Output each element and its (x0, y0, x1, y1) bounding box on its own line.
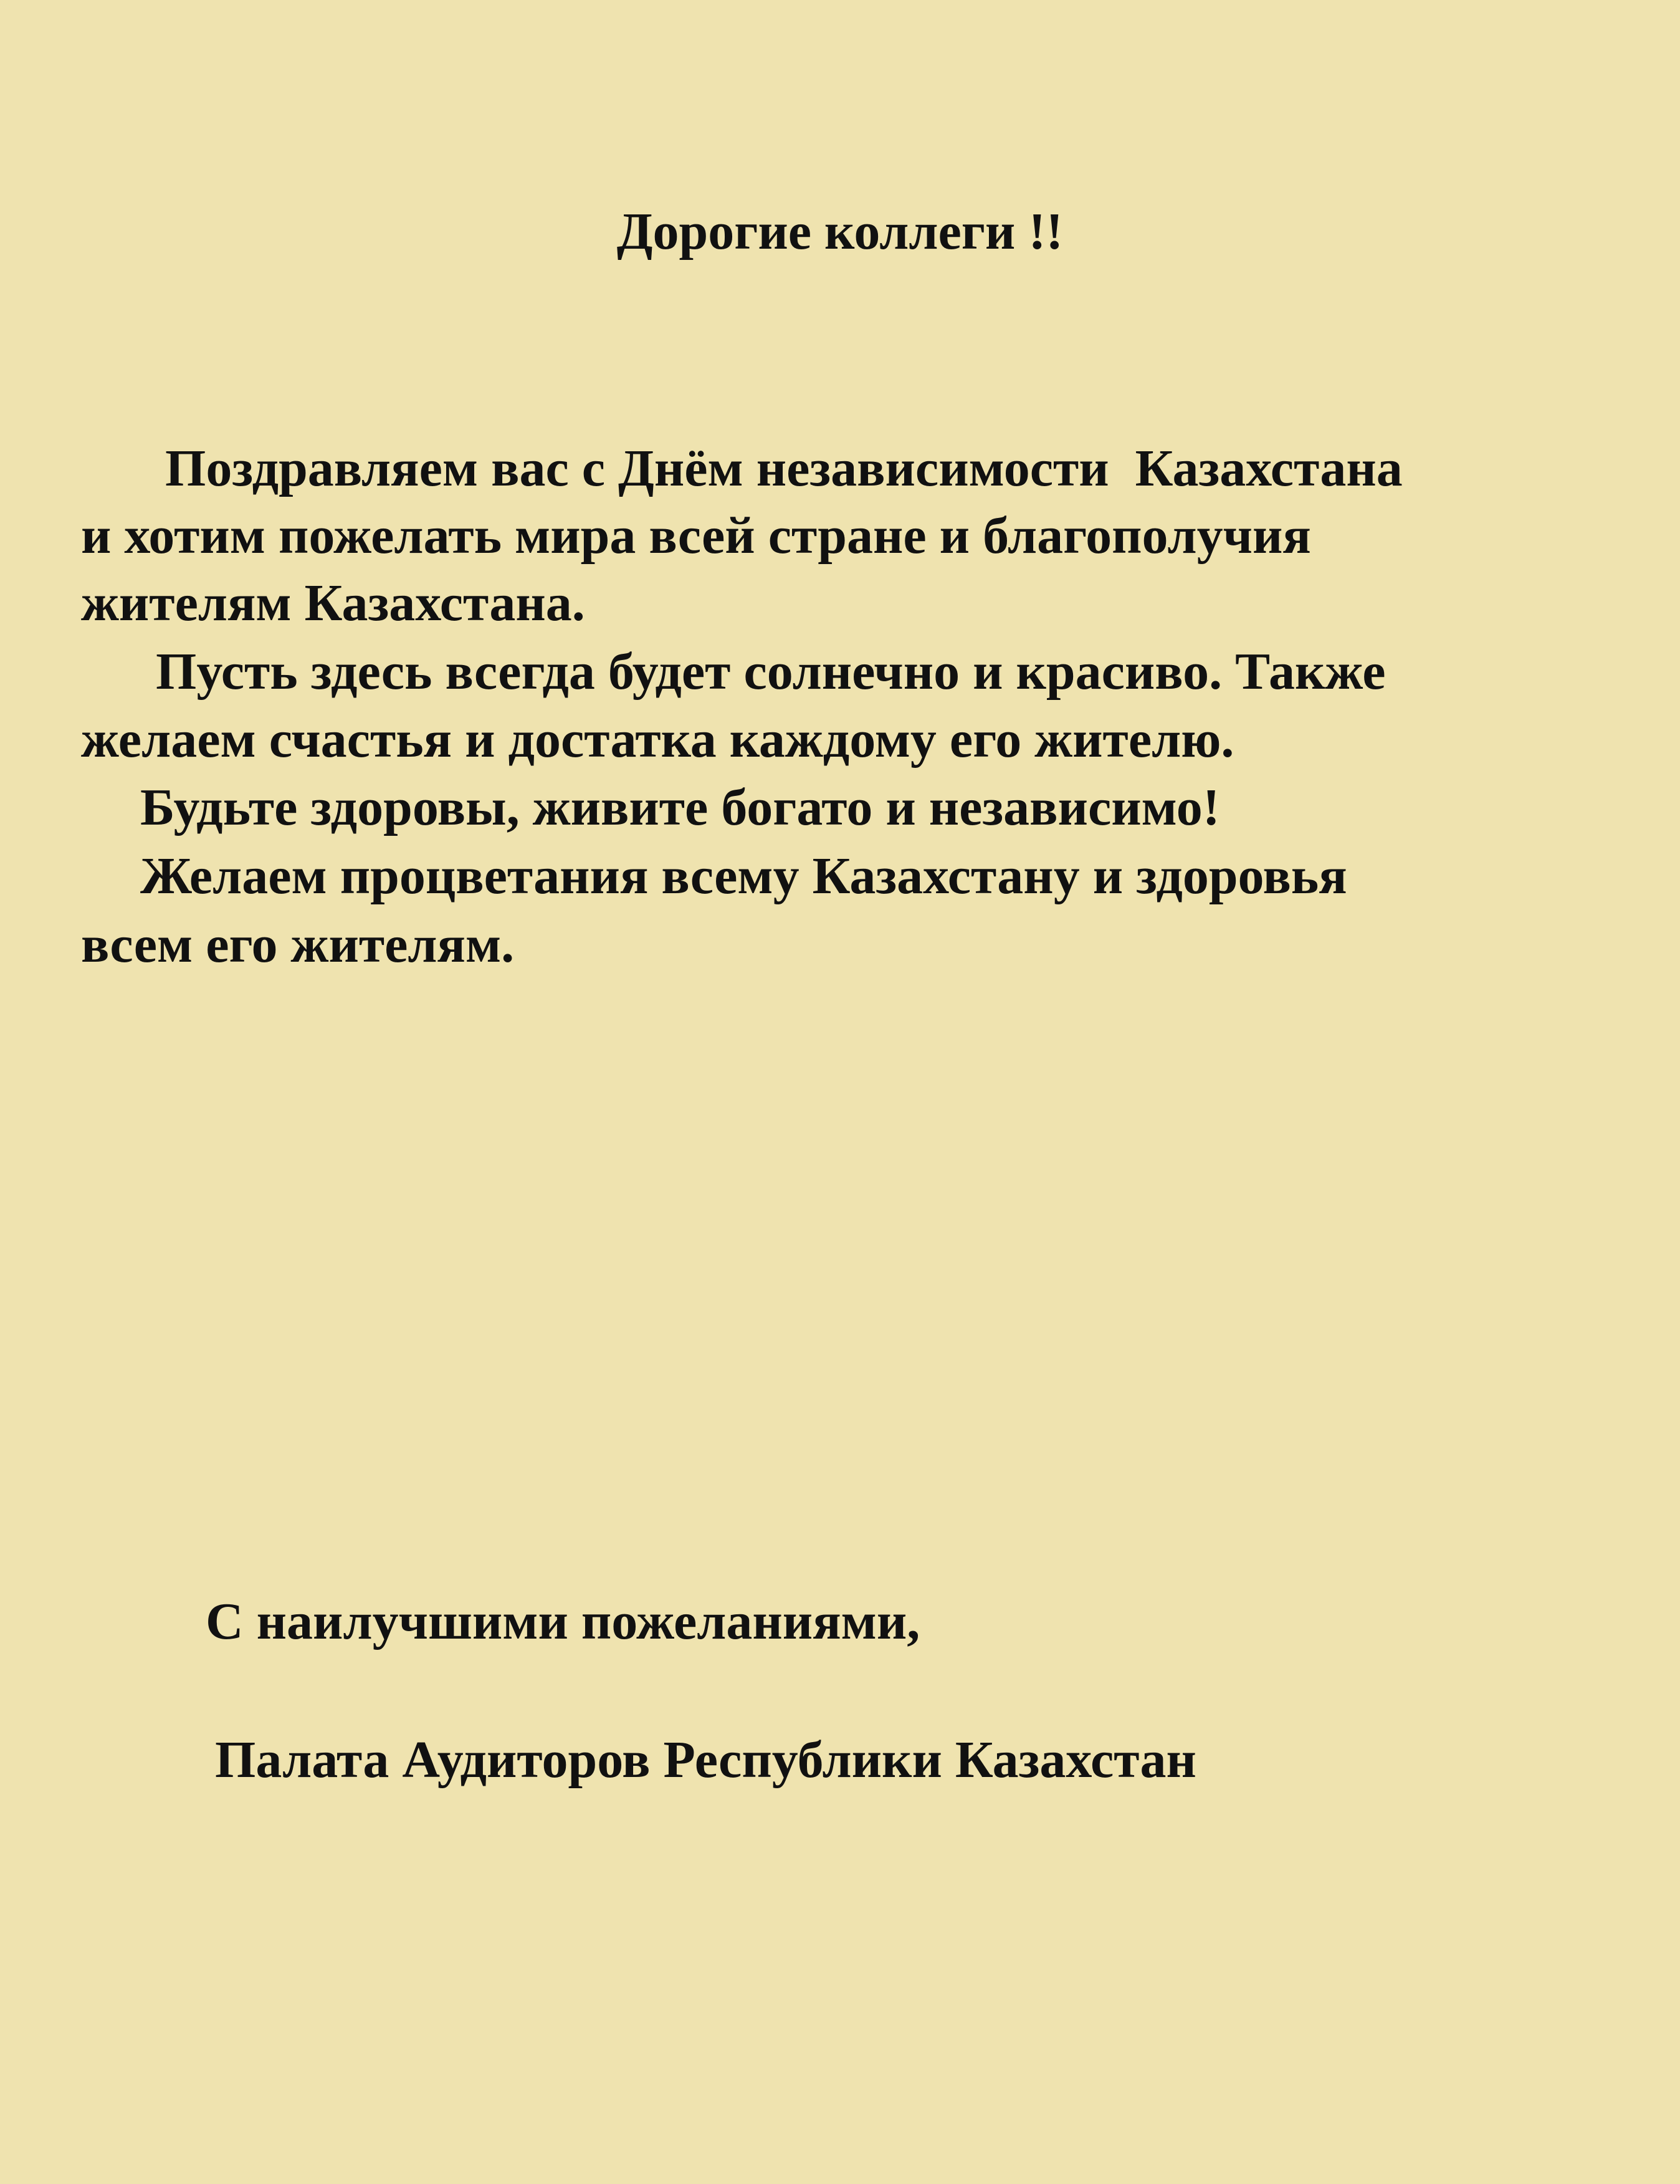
letter-greeting: Дорогие коллеги !! (616, 203, 1064, 261)
body-line-2: и хотим пожелать мира всей стране и благополучия (81, 507, 1311, 565)
body-line-6: Будьте здоровы, живите богато и независимо! (140, 778, 1220, 836)
body-line-1: Поздравляем вас с Днём независимости Казахстана (165, 439, 1403, 497)
letter-closing: С наилучшими пожеланиями, (206, 1593, 920, 1650)
letter-signature: Палата Аудиторов Республики Казахстан (215, 1731, 1196, 1789)
body-line-4: Пусть здесь всегда будет солнечно и красиво. Также (156, 643, 1386, 701)
body-line-7: Желаем процветания всему Казахстану и здоровья (140, 847, 1347, 905)
body-line-8: всем его жителям. (81, 916, 515, 974)
body-line-3: жителям Казахстана. (81, 574, 585, 632)
body-line-5: желаем счастья и достатка каждому его жителю. (81, 711, 1234, 769)
